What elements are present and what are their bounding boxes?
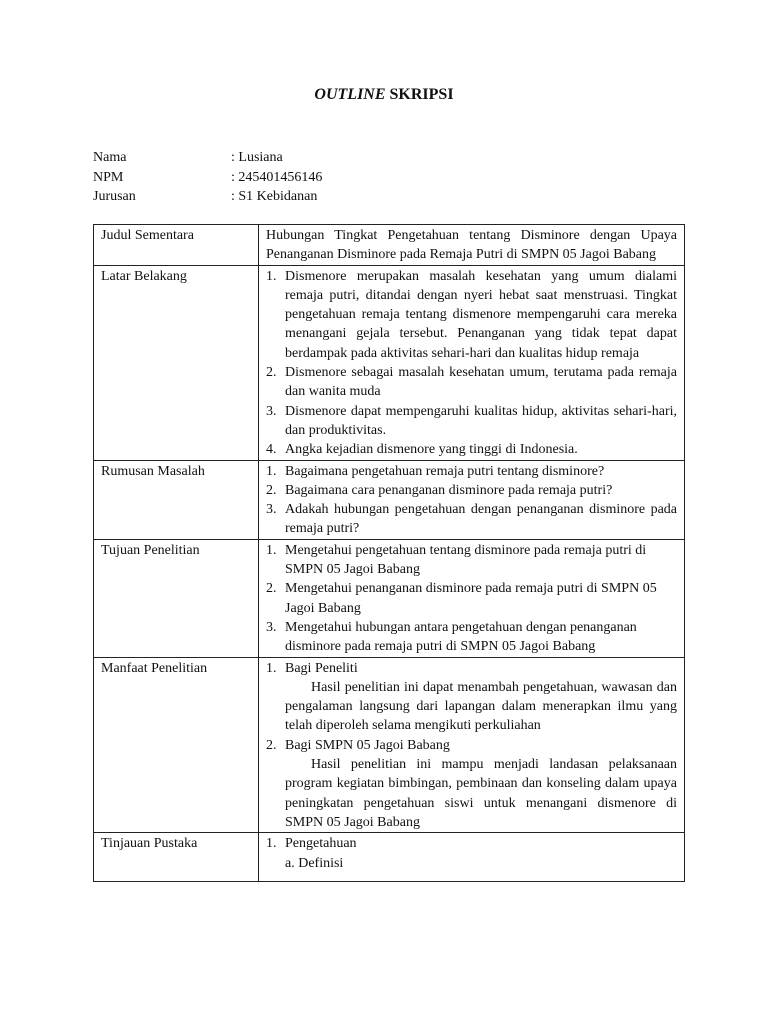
title-rest: SKRIPSI <box>385 86 454 103</box>
item-body: Hasil penelitian ini dapat menambah pengetahuan, wawasan dan pengalaman langsung dari lapangan dalam menerapkan ilmu yang telah diperoleh selama mengikuti perkuliahan <box>285 679 677 734</box>
item-heading: Bagi SMPN 05 Jagoi Babang <box>285 737 450 753</box>
tinjauan-list <box>259 833 685 882</box>
list-item: 3. Dismenore dapat mempengaruhi kualitas hidup, aktivitas sehari-hari, dan produktivitas. <box>266 403 677 438</box>
item-heading: Bagi Peneliti <box>285 660 358 676</box>
row-label: Judul Sementara <box>94 225 259 266</box>
list-item: 1. Bagaimana pengetahuan remaja putri tentang disminore? <box>266 463 605 479</box>
outline-table <box>93 224 685 882</box>
row-label: Manfaat Penelitian <box>94 657 259 833</box>
row-tinjauan-pustaka <box>94 833 685 882</box>
list-item: 3. Adakah hubungan pengetahuan dengan penanganan disminore pada remaja putri? <box>266 502 677 537</box>
info-row-jurusan <box>93 187 322 207</box>
sub-item: a. Definisi <box>285 855 344 871</box>
info-label: Jurusan <box>93 189 136 204</box>
info-row-npm <box>93 168 322 188</box>
row-latar-belakang <box>94 265 685 460</box>
list-item: 3. Mengetahui hubungan antara pengetahuan dengan penanganan disminore pada remaja putri di SMPN 05 Jagoi Babang <box>266 619 637 655</box>
list-item: 2. Bagi SMPN 05 Jagoi Babang Hasil penelitian ini mampu menjadi landasan pelaksanaan program kegiatan bimbingan, pembinaan dan konseling dalam upaya peningkatan pengetahuan siswi untuk menangani dismenore di SMPN 05 Jagoi Babang <box>266 736 677 832</box>
rumusan-list <box>259 460 685 539</box>
list-item: 2. Dismenore sebagai masalah kesehatan umum, terutama pada remaja dan wanita muda <box>266 365 677 400</box>
row-label: Rumusan Masalah <box>94 460 259 539</box>
list-item: 2. Bagaimana cara penanganan disminore pada remaja putri? <box>266 482 613 498</box>
list-item: 1. Mengetahui pengetahuan tentang disminore pada remaja putri di SMPN 05 Jagoi Babang <box>266 542 647 578</box>
info-label: NPM <box>93 169 124 185</box>
row-judul-sementara <box>94 225 685 266</box>
item-body: Hasil penelitian ini mampu menjadi landasan pelaksanaan program kegiatan bimbingan, pembinaan dan konseling dalam upaya peningkatan pengetahuan siswi untuk menangani dismenore di SMPN 05 Jagoi Babang <box>285 757 677 830</box>
info-label: Nama <box>93 150 127 165</box>
row-label: Tinjauan Pustaka <box>94 833 259 882</box>
info-value: : Lusiana <box>231 150 283 165</box>
info-value: : S1 Kebidanan <box>231 189 318 204</box>
list-item: 2. Mengetahui penanganan disminore pada remaja putri di SMPN 05 Jagoi Babang <box>266 581 657 616</box>
list-item: 1. Pengetahuan <box>266 836 357 852</box>
judul-text: Hubungan Tingkat Pengetahuan tentang Disminore dengan Upaya Penanganan Disminore pada Remaja Putri di SMPN 05 Jagoi Babang <box>259 225 685 266</box>
item-heading: Pengetahuan <box>285 836 357 852</box>
list-item: 1. Bagi Peneliti Hasil penelitian ini dapat menambah pengetahuan, wawasan dan pengalaman langsung dari lapangan dalam menerapkan ilmu yang telah diperoleh selama mengikuti perkuliahan <box>266 659 677 736</box>
tujuan-list <box>259 539 685 657</box>
info-row-name <box>93 148 322 168</box>
title-italic: OUTLINE <box>314 86 386 103</box>
info-value: : 245401456146 <box>231 169 323 185</box>
document-title <box>0 86 768 104</box>
list-item: 1. Dismenore merupakan masalah kesehatan yang umum dialami remaja putri, ditandai dengan nyeri hebat saat menstruasi. Tingkat pengetahuan remaja tentang dismenore mempengaruhi cara mereka menangani gejala tersebut. Penanganan yang tidak tepat dapat berdampak pada aktivitas sehari-hari dan kualitas hidup remaja <box>266 268 677 361</box>
list-item: 4. Angka kejadian dismenore yang tinggi di Indonesia. <box>266 442 578 458</box>
manfaat-list <box>259 657 685 833</box>
row-rumusan-masalah <box>94 460 685 539</box>
row-tujuan-penelitian <box>94 539 685 657</box>
row-label: Latar Belakang <box>94 265 259 460</box>
row-label: Tujuan Penelitian <box>94 539 259 657</box>
latar-list <box>259 265 685 460</box>
row-manfaat-penelitian <box>94 657 685 833</box>
student-info <box>93 148 322 207</box>
